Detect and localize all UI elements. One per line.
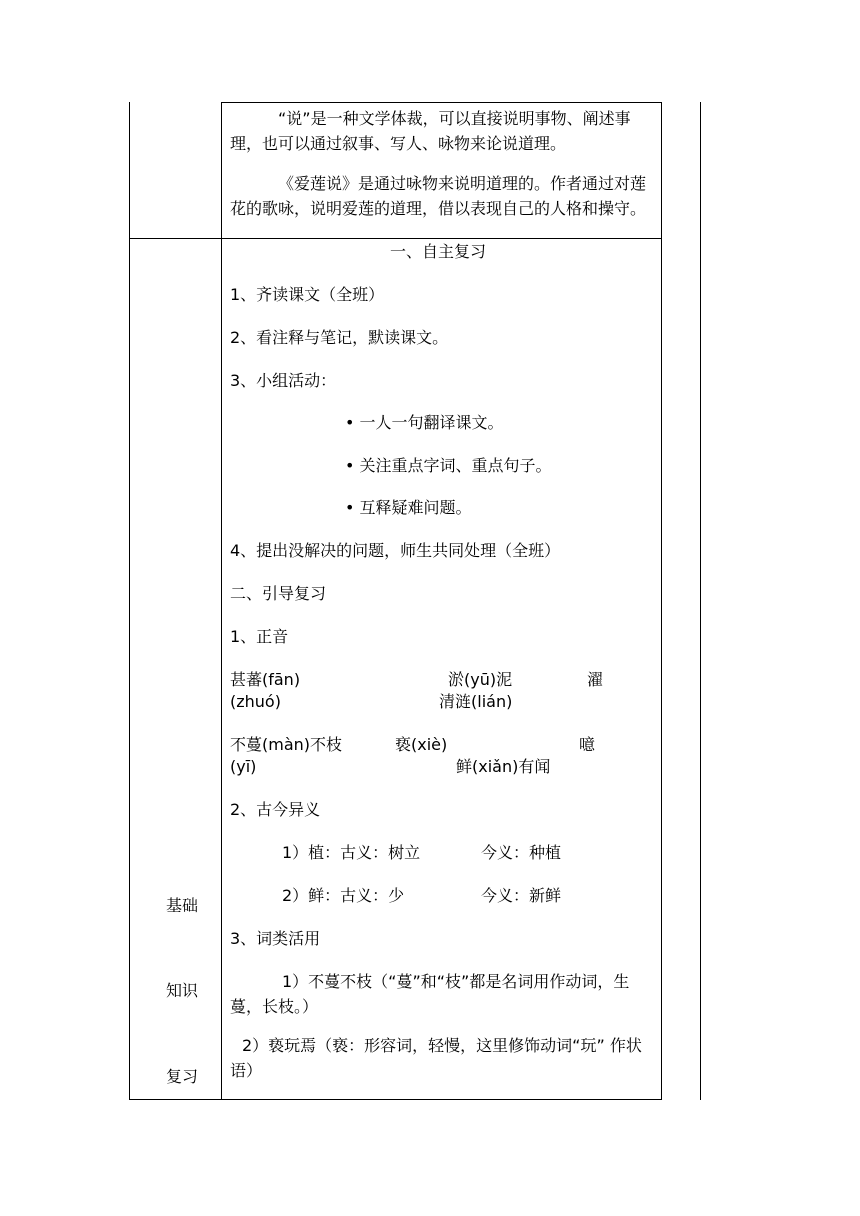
table-bottom-border — [129, 1099, 662, 1100]
side-label-basic: 基础 — [166, 896, 199, 915]
subheading-pronunciation: 1、正音 — [230, 627, 289, 646]
pron-item: (zhuó) — [230, 692, 281, 711]
bullet-key-words: • 关注重点字词、重点句子。 — [345, 456, 552, 475]
pron-item: 清涟(lián) — [439, 692, 513, 711]
pron-item: 亵(xiè) — [395, 735, 448, 754]
meaning-old: 2）鲜：古义：少 — [282, 886, 405, 905]
step-silent-read: 2、看注释与笔记，默读课文。 — [230, 328, 449, 347]
pron-item: 甚蕃(fān) — [230, 670, 301, 689]
usage-example-2: 2）亵玩焉（亵：形容词，轻慢，这里修饰动词“玩” 作状语） — [230, 1036, 642, 1080]
side-label-knowledge: 知识 — [166, 981, 199, 1000]
side-label-review: 复习 — [166, 1067, 199, 1086]
pron-item: (yī) — [230, 757, 257, 776]
step-read-aloud: 1、齐读课文（全班） — [230, 285, 385, 304]
bullet-translate: • 一人一句翻译课文。 — [345, 413, 504, 432]
row-divider — [129, 238, 662, 239]
intro-paragraph-2: 《爱莲说》是通过咏物来说明道理的。作者通过对莲花的歌咏，说明爱莲的道理，借以表现自己的人格和操守。 — [230, 174, 647, 218]
table-right-border — [661, 102, 662, 1100]
step-group-activity: 3、小组活动： — [230, 371, 337, 390]
meaning-old: 1）植：古义：树立 — [282, 843, 421, 862]
pron-item: 濯 — [587, 670, 604, 689]
bullet-explain: • 互释疑难问题。 — [345, 498, 472, 517]
section-title-guided-review: 二、引导复习 — [230, 584, 327, 603]
step-questions: 4、提出没解决的问题，师生共同处理（全班） — [230, 541, 561, 560]
usage-example-1: 1）不蔓不枝（“蔓”和“枝”都是名词用作动词，生蔓，长枝。） — [230, 972, 630, 1016]
column-divider — [221, 102, 222, 1100]
meaning-new: 今义：新鲜 — [481, 886, 562, 905]
pron-item: 噫 — [579, 735, 596, 754]
pron-item: 鲜(xiǎn)有闻 — [456, 757, 551, 776]
intro-paragraph-1: “说”是一种文学体裁，可以直接说明事物、阐述事理，也可以通过叙事、写人、咏物来论说道理。 — [230, 109, 631, 153]
pron-item: 淤(yū)泥 — [448, 670, 513, 689]
section-title-self-review: 一、自主复习 — [390, 242, 487, 261]
subheading-ancient-modern-meaning: 2、古今异义 — [230, 800, 321, 819]
subheading-word-class-usage: 3、词类活用 — [230, 929, 321, 948]
meaning-new: 今义：种植 — [481, 843, 562, 862]
content-top-border — [221, 102, 662, 103]
page-outer-border — [700, 102, 701, 1100]
table-left-border — [129, 102, 130, 1100]
pron-item: 不蔓(màn)不枝 — [230, 735, 343, 754]
